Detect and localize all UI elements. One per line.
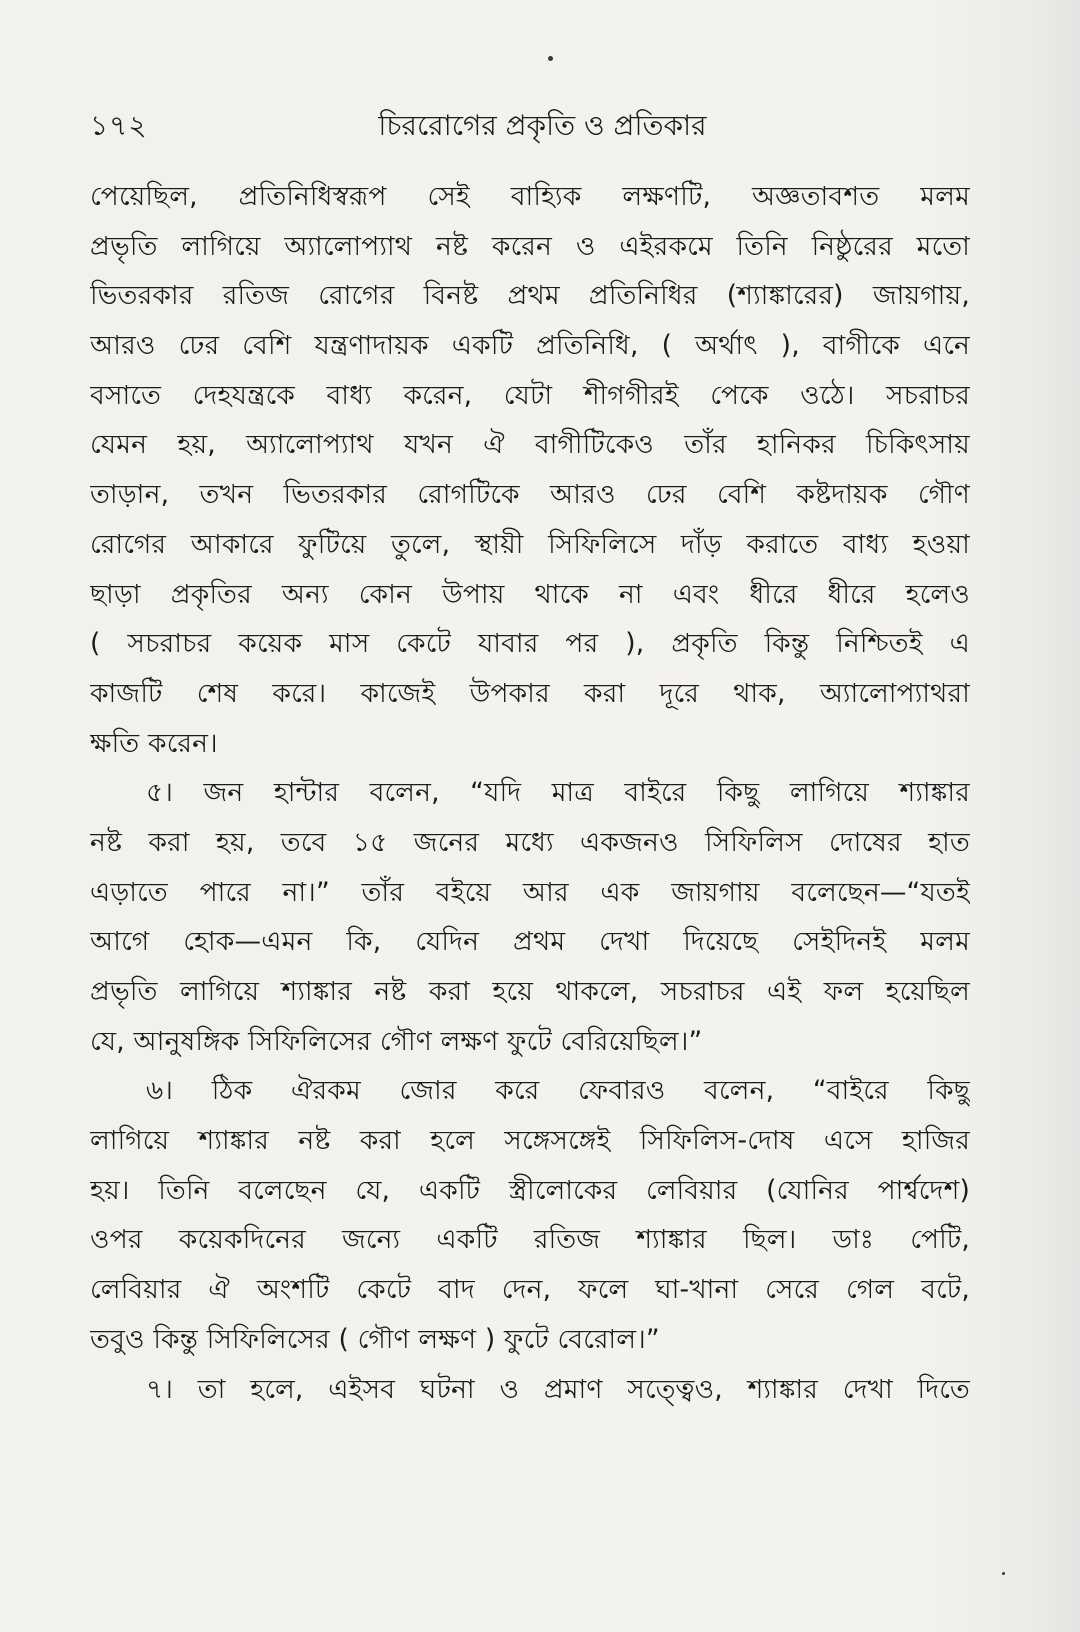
print-speck	[548, 56, 553, 61]
text-line: ছাড়া প্রকৃতির অন্য কোন উপায় থাকে না এবং ধীরে ধীরে হলেও	[90, 578, 970, 610]
text-line: প্রভৃতি লাগিয়ে শ্যাঙ্কার নষ্ট করা হয়ে থাকলে, সচরাচর এই ফল হয়েছিল	[90, 976, 970, 1007]
text-line: তবুও কিন্তু সিফিলিসের ( গৌণ লক্ষণ ) ফুটে বেরোল।”	[90, 1323, 660, 1355]
text-line: আগে হোক—এমন কি, যেদিন প্রথম দেখা দিয়েছে সেইদিনই মলম	[90, 926, 970, 958]
text-line: হয়। তিনি বলেছেন যে, একটি স্ত্রীলোকের লেবিয়ার (যোনির পার্শ্বদেশ)	[90, 1174, 970, 1206]
running-title: চিররোগের প্রকৃতি ও প্রতিকার	[378, 109, 707, 142]
text-line: যে, আনুষঙ্গিক সিফিলিসের গৌণ লক্ষণ ফুটে বেরিয়েছিল।”	[90, 1025, 703, 1057]
text-line: প্রভৃতি লাগিয়ে অ্যালোপ্যাথ নষ্ট করেন ও এইরকমে তিনি নিষ্ঠুরের মতো	[90, 230, 970, 262]
paragraph-7-start: ৭। তা হলে, এইসব ঘটনা ও প্রমাণ সত্ত্বেও, শ্যাঙ্কার দেখা দিতে	[146, 1373, 970, 1405]
text-line: লেবিয়ার ঐ অংশটি কেটে বাদ দেন, ফলে ঘা-খানা সেরে গেল বটে,	[90, 1274, 970, 1306]
print-speck	[1002, 1572, 1005, 1575]
running-head	[90, 104, 995, 148]
text-line: নষ্ট করা হয়, তবে ১৫ জনের মধ্যে একজনও সিফিলিস দোষের হাত	[90, 826, 970, 858]
text-line: ওপর কয়েকদিনের জন্যে একটি রতিজ শ্যাঙ্কার ছিল। ডাঃ পেটি,	[90, 1224, 970, 1256]
text-line: ( সচরাচর কয়েক মাস কেটে যাবার পর ), প্রকৃতি কিন্তু নিশ্চিতই এ	[90, 628, 970, 660]
text-line: তাড়ান, তখন ভিতরকার রোগটিকে আরও ঢের বেশি কষ্টদায়ক গৌণ	[90, 479, 970, 511]
text-line: রোগের আকারে ফুটিয়ে তুলে, স্থায়ী সিফিলিসে দাঁড় করাতে বাধ্য হওয়া	[90, 528, 970, 560]
text-line: বসাতে দেহযন্ত্রকে বাধ্য করেন, যেটা শীগগীরই পেকে ওঠে। সচরাচর	[90, 379, 970, 411]
text-line: কাজটি শেষ করে। কাজেই উপকার করা দূরে থাক, অ্যালোপ্যাথরা	[90, 677, 970, 709]
text-line: পেয়েছিল, প্রতিনিধিস্বরূপ সেই বাহ্যিক লক্ষণটি, অজ্ঞতাবশত মলম	[90, 181, 970, 212]
paragraph-5-start: ৫। জন হান্টার বলেন, “যদি মাত্র বাইরে কিছু লাগিয়ে শ্যাঙ্কার	[146, 777, 970, 809]
page-number: ১৭২	[90, 109, 148, 142]
text-line: ভিতরকার রতিজ রোগের বিনষ্ট প্রথম প্রতিনিধির (শ্যাঙ্কারের) জায়গায়,	[90, 280, 970, 312]
text-line: ক্ষতি করেন।	[90, 727, 218, 759]
body-text	[90, 172, 970, 1414]
text-line: যেমন হয়, অ্যালোপ্যাথ যখন ঐ বাগীটিকেও তাঁর হানিকর চিকিৎসায়	[90, 429, 970, 461]
paragraph-6-start: ৬। ঠিক ঐরকম জোর করে ফেবারও বলেন, “বাইরে কিছু	[146, 1075, 970, 1107]
text-line: লাগিয়ে শ্যাঙ্কার নষ্ট করা হলে সঙ্গেসঙ্গেই সিফিলিস-দোষ এসে হাজির	[90, 1125, 970, 1157]
text-line: আরও ঢের বেশি যন্ত্রণাদায়ক একটি প্রতিনিধি, ( অর্থাৎ ), বাগীকে এনে	[90, 330, 970, 362]
text-line: এড়াতে পারে না।” তাঁর বইয়ে আর এক জায়গায় বলেছেন—“যতই	[90, 876, 970, 908]
